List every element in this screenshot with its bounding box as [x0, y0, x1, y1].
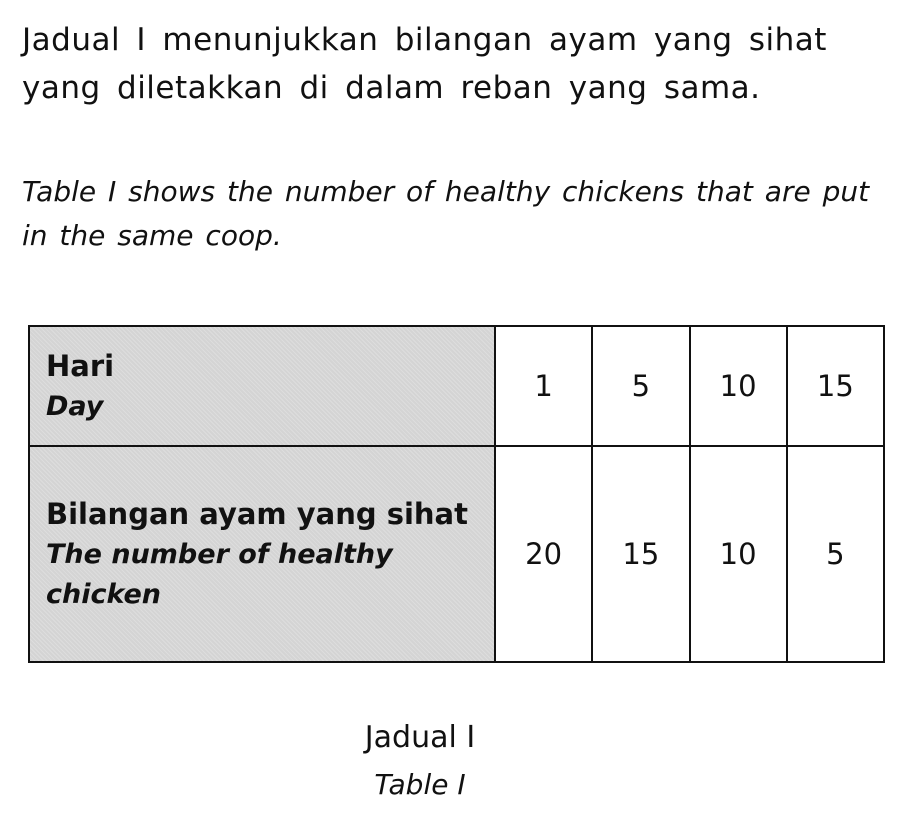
row-header-day: [29, 326, 495, 446]
table-row-day: [29, 326, 884, 446]
chicken-cell-3: 10: [690, 446, 787, 662]
caption-english: Table I: [374, 768, 466, 801]
day-cell-2: 5: [592, 326, 689, 446]
intro-english-text: Table I shows the number of healthy chickens that are put in the same coop.: [22, 175, 870, 252]
chicken-cell-1: 20: [495, 446, 592, 662]
table-row-chicken: [29, 446, 884, 662]
day-cell-3: 10: [690, 326, 787, 446]
row-header-chicken: [29, 446, 495, 662]
chicken-cell-2: 15: [592, 446, 689, 662]
data-table: [28, 325, 885, 663]
row-header-day-english: Day: [46, 391, 104, 422]
row-header-chicken-malay: Bilangan ayam yang sihat: [46, 497, 468, 531]
caption-malay: Jadual I: [364, 720, 476, 755]
row-header-day-malay: Hari: [46, 349, 115, 383]
chicken-cell-4: 5: [787, 446, 884, 662]
day-cell-1: 1: [495, 326, 592, 446]
intro-malay-text: Jadual I menunjukkan bilangan ayam yang sihat yang diletakkan di dalam reban yang sama.: [22, 22, 827, 106]
row-header-chicken-english: The number of healthy chicken: [46, 539, 393, 610]
day-cell-4: 15: [787, 326, 884, 446]
